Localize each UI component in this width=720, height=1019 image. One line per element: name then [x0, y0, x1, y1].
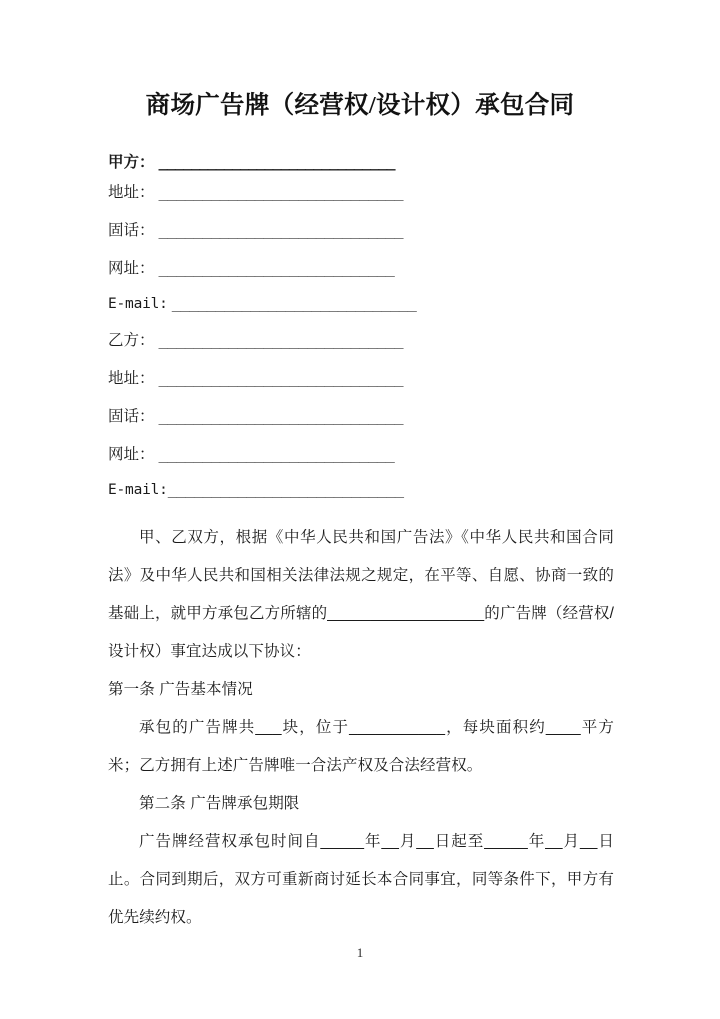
- form-field-row: [108, 328, 612, 350]
- form-field-blank-line[interactable]: ____________________________: [158, 369, 404, 387]
- contract-body: [108, 519, 614, 937]
- form-field-row: [108, 442, 612, 464]
- form-field-blank-line[interactable]: ___________________________: [158, 445, 395, 463]
- form-field-row: [108, 294, 612, 312]
- form-field-blank-line[interactable]: ___________________________: [167, 480, 404, 498]
- party-information-form: [108, 150, 612, 498]
- form-field-row: [108, 366, 612, 388]
- form-field-label: E-mail:: [108, 482, 168, 498]
- form-field-label: 固话：: [108, 408, 155, 425]
- form-field-blank-line[interactable]: _____________________________: [158, 153, 395, 171]
- form-field-row: [108, 256, 612, 278]
- article-1-body: 承包的广告牌共___块，位于___________，每块面积约____平方米；乙方拥有上述广告牌唯一合法产权及合法经营权。: [108, 719, 614, 774]
- form-field-blank-line[interactable]: ____________________________: [158, 407, 404, 425]
- form-field-blank-line[interactable]: ____________________________: [158, 331, 404, 349]
- form-field-label: 地址：: [108, 370, 155, 387]
- form-field-label: 固话：: [108, 222, 155, 239]
- form-field-label: 乙方：: [108, 332, 155, 349]
- form-field-blank-line[interactable]: ____________________________: [171, 294, 417, 312]
- form-field-label: 网址：: [108, 260, 155, 277]
- page-number-footer: 1: [356, 945, 364, 960]
- preamble-paragraph: 甲、乙双方，根据《中华人民共和国广告法》《中华人民共和国合同法》及中华人民共和国相关法律法规之规定，在平等、自愿、协商一致的基础上，就甲方承包乙方所辖的__________________的广告牌（经营权/设计权）事宜达成以下协议：: [108, 529, 614, 660]
- article-2-heading: 第二条 广告牌承包期限: [139, 795, 300, 812]
- form-field-label: E-mail:: [108, 296, 168, 312]
- form-field-label: 甲方：: [108, 154, 155, 171]
- article-1-heading: 第一条 广告基本情况: [108, 681, 253, 698]
- form-field-row: [108, 480, 612, 498]
- form-field-blank-line[interactable]: ___________________________: [158, 259, 395, 277]
- form-field-blank-line[interactable]: ____________________________: [158, 183, 404, 201]
- form-field-label: 地址：: [108, 184, 155, 201]
- form-field-label: 网址：: [108, 446, 155, 463]
- form-field-row: [108, 218, 612, 240]
- page-title: 商场广告牌（经营权/设计权）承包合同: [145, 92, 575, 119]
- article-2-body: 广告牌经营权承包时间自_____年__月__日起至_____年__月__日止。合同到期后，双方可重新商讨延长本合同事宜，同等条件下，甲方有优先续约权。: [108, 833, 614, 926]
- form-field-blank-line[interactable]: ____________________________: [158, 221, 404, 239]
- form-field-row: [108, 180, 612, 202]
- form-field-row: [108, 404, 612, 426]
- form-field-row: [108, 150, 612, 172]
